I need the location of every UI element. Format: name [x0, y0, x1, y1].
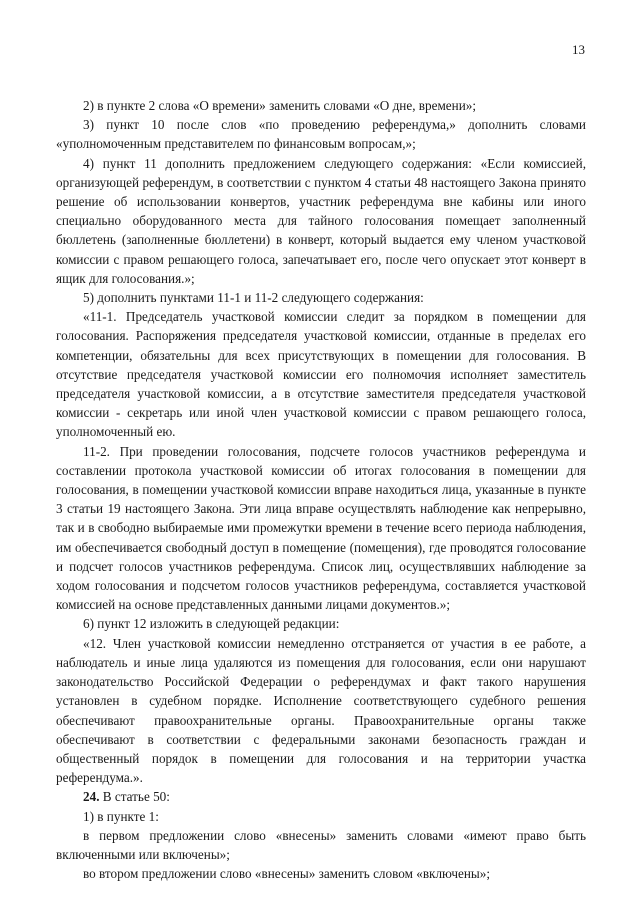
paragraph-item-6: 6) пункт 12 изложить в следующей редакции: — [83, 616, 340, 632]
paragraph-first-sentence: в первом предложении слово «внесены» заменить словами «имеют право быть включенными или включены»; — [56, 827, 586, 862]
paragraph-item-5: 5) дополнить пунктами 11-1 и 11-2 следующего содержания: — [83, 290, 424, 306]
document-body — [56, 96, 586, 883]
paragraph-item-3: 3) пункт 10 после слов «по проведению референдума,» дополнить словами «уполномоченным представителем по финансовым вопросам,»; — [56, 117, 586, 152]
paragraph-item-4: 4) пункт 11 дополнить предложением следующего содержания: «Если комиссией, организующей референдум, в соответствии с пунктом 4 статьи 48 настоящего Закона принято решение об использовании конвертов, участник референдума вне кабины или иного специально оборудованного места для тайного голосования помещает заполненный бюллетень (заполненные бюллетени) в конверт, который выдается ему членом участковой комиссии с правом решающего голоса, запечатывает его, после чего опускает этот конверт в ящик для голосования.»; — [56, 155, 586, 286]
paragraph-article-24 — [56, 787, 586, 806]
article-heading: В статье 50: — [99, 789, 170, 805]
paragraph-second-sentence: во втором предложении слово «внесены» заменить словом «включены»; — [83, 866, 491, 882]
article-number: 24. — [83, 789, 100, 805]
paragraph-point-12: «12. Член участковой комиссии немедленно отстраняется от участия в ее работе, а наблюдатель и иные лица удаляются из помещения для голосования, если они нарушают законодательство Российской Федерации о референдумах и факт такого нарушения установлен в судебном порядке. Исполнение соответствующего судебного решения обеспечивают правоохранительные органы. Правоохранительные органы также обеспечивают в соответствии с федеральными законами безопасность граждан и общественный порядок в помещении для голосования и на территории участка референдума.». — [56, 635, 586, 786]
paragraph-item-2: 2) в пункте 2 слова «О времени» заменить словами «О дне, времени»; — [83, 98, 477, 113]
paragraph-subitem-1: 1) в пункте 1: — [83, 808, 159, 824]
paragraph-point-11-2: 11-2. При проведении голосования, подсчете голосов участников референдума и составлении протокола участковой комиссии об итогах голосования в помещении для голосования, в помещении участковой комиссии вправе находиться лица, указанные в пункте 3 статьи 19 настоящего Закона. Эти лица вправе осуществлять наблюдение как непрерывно, так и в свободно выбираемые ими промежутки времени в течение всего периода наблюдения, им обеспечивается свободный доступ в помещение (помещения), где проводятся голосование и подсчет голосов участников референдума. Список лиц, осуществлявших наблюдение за ходом голосования и подсчетом голосов участников референдума, составляется участковой комиссией на основе представленных данными лицами документов.»; — [56, 443, 586, 613]
paragraph-point-11-1: «11-1. Председатель участковой комиссии следит за порядком в помещении для голосования. Распоряжения председателя участковой комиссии, отданные в пределах его компетенции, обязательны для всех присутствующих в помещении для голосования. В отсутствие председателя участковой комиссии его полномочия исполняет заместитель председателя участковой комиссии, а в отсутствие заместителя председателя участковой комиссии - секретарь или иной член участковой комиссии с правом решающего голоса, уполномоченный ею. — [56, 309, 586, 440]
page-number: 13 — [572, 42, 585, 57]
